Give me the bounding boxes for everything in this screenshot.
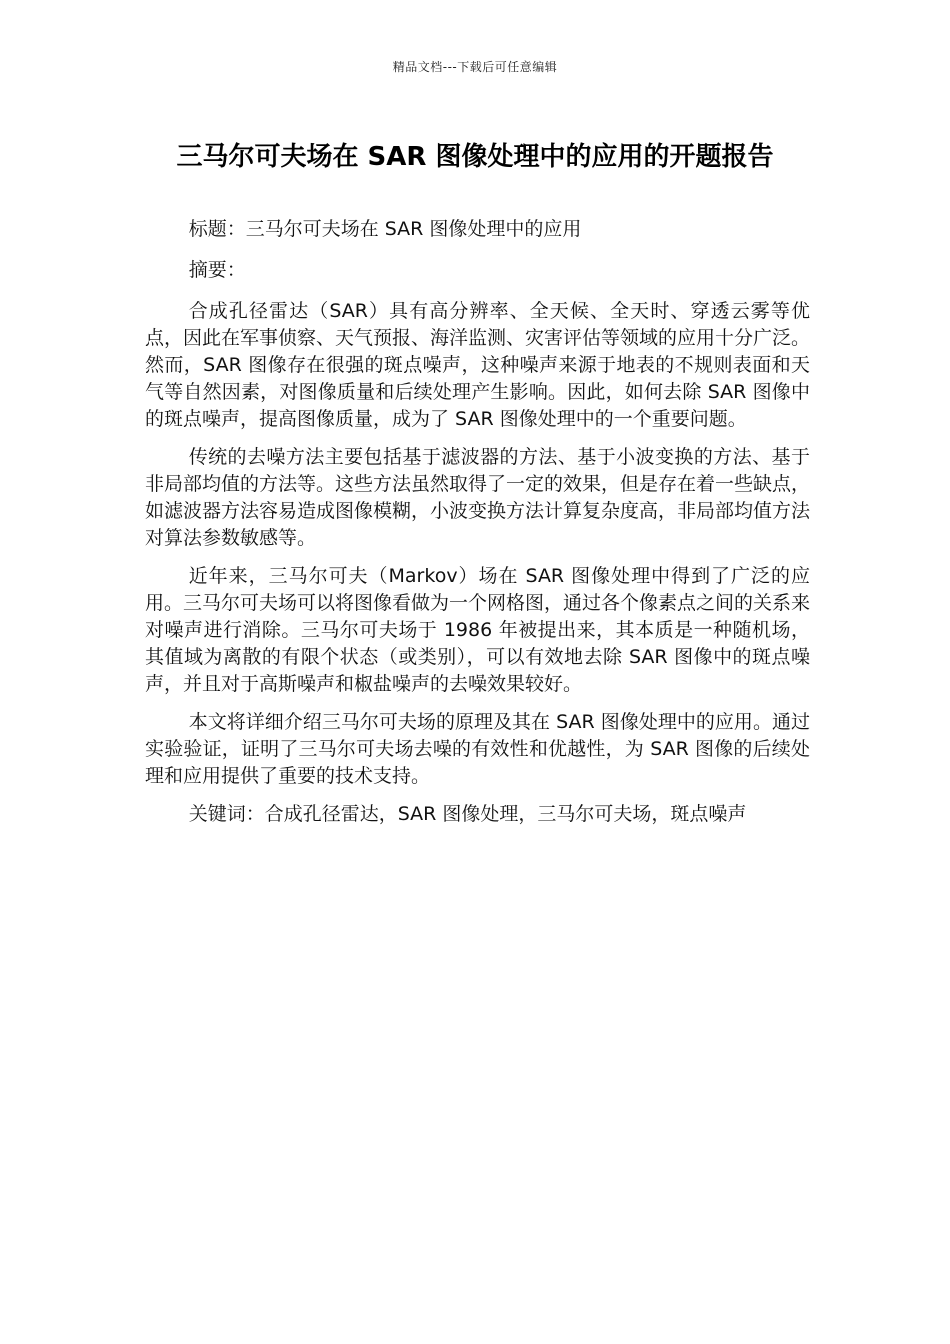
abstract-label: 摘要： xyxy=(188,259,246,281)
paragraph-2: 传统的去噪方法主要包括基于滤波器的方法、基于小波变换的方法、基于非局部均值的方法等。这些方法虽然取得了一定的效果，但是存在着一些缺点，如滤波器方法容易造成图像模糊，小波变换方法计算复杂度高，非局部均值方法对算法参数敏感等。 xyxy=(145,446,811,549)
document-body xyxy=(145,216,810,839)
paragraph-1: 合成孔径雷达（SAR）具有高分辨率、全天候、全天时、穿透云雾等优点，因此在军事侦察、天气预报、海洋监测、灾害评估等领域的应用十分广泛。然而，SAR 图像存在很强的斑点噪声，这种噪声来源于地表的不规则表面和天气等自然因素，对图像质量和后续处理产生影响。因此，如何去除 SAR 图像中的斑点噪声，提高图像质量，成为了 SAR 图像处理中的一个重要问题。 xyxy=(145,300,811,430)
subject-line: 标题：三马尔可夫场在 SAR 图像处理中的应用 xyxy=(188,218,582,240)
document-title: 三马尔可夫场在 SAR 图像处理中的应用的开题报告 xyxy=(176,142,774,172)
header-note: 精品文档---下载后可任意编辑 xyxy=(392,60,558,74)
paragraph-3: 近年来，三马尔可夫（Markov）场在 SAR 图像处理中得到了广泛的应用。三马尔可夫场可以将图像看做为一个网格图，通过各个像素点之间的关系来对噪声进行消除。三马尔可夫场于 1986 年被提出来，其本质是一种随机场，其值域为离散的有限个状态（或类别），可以有效地去除 SAR 图像中的斑点噪声，并且对于高斯噪声和椒盐噪声的去噪效果较好。 xyxy=(145,565,811,695)
keywords-line: 关键词：合成孔径雷达，SAR 图像处理，三马尔可夫场，斑点噪声 xyxy=(188,803,747,825)
paragraph-4: 本文将详细介绍三马尔可夫场的原理及其在 SAR 图像处理中的应用。通过实验验证，证明了三马尔可夫场去噪的有效性和优越性，为 SAR 图像的后续处理和应用提供了重要的技术支持。 xyxy=(145,711,810,787)
